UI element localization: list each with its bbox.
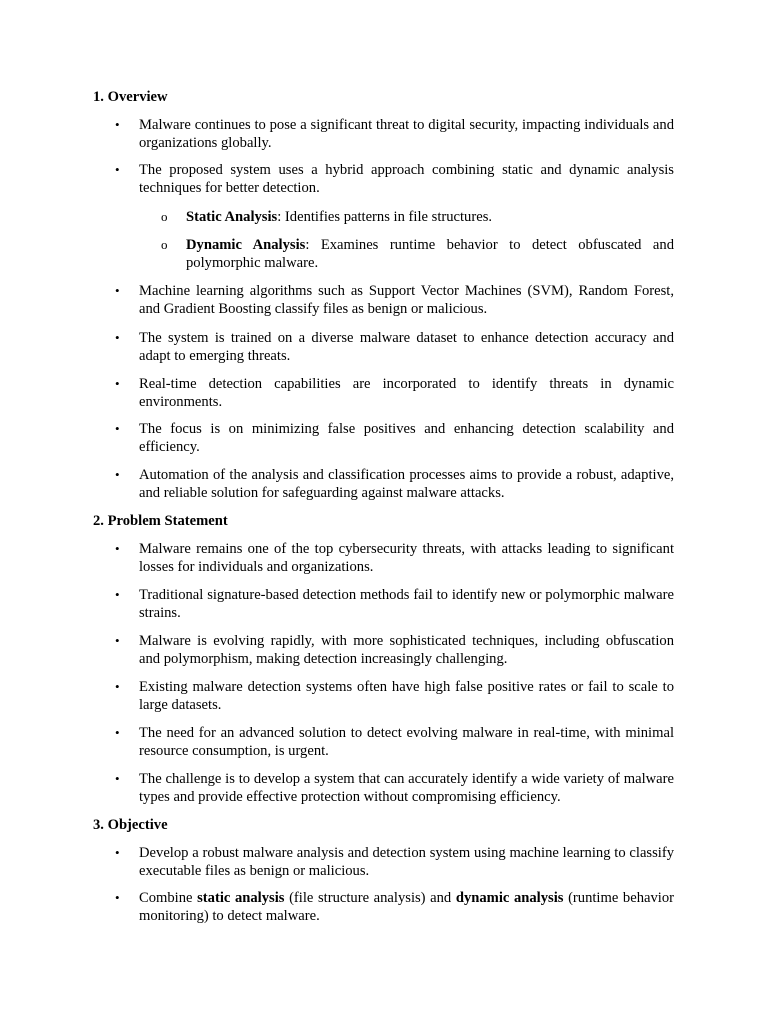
objective-item-1: Develop a robust malware analysis and detection system using machine learning to classify executable files as benign or malicious.: [139, 845, 674, 879]
section-heading-objective: 3. Objective: [93, 817, 168, 833]
sub-bullet-icon: o: [161, 237, 168, 252]
section-heading-problem: 2. Problem Statement: [93, 513, 228, 529]
problem-item-4: Existing malware detection systems often have high false positive rates or fail to scale to large datasets.: [139, 679, 674, 713]
bullet-icon: •: [115, 890, 120, 905]
objective-text: Combine: [139, 890, 198, 906]
subitem-term: Static Analysis: [186, 209, 278, 225]
bullet-icon: •: [115, 845, 120, 860]
bullet-icon: •: [115, 633, 120, 648]
problem-item-3: Malware is evolving rapidly, with more sophisticated techniques, including obfuscation and polymorphism, making detection increasingly challenging.: [139, 633, 674, 667]
section-heading-overview: 1. Overview: [93, 89, 168, 105]
bullet-icon: •: [115, 330, 120, 345]
bullet-icon: •: [115, 725, 120, 740]
objective-text: (file structure analysis) and: [284, 890, 456, 906]
bullet-icon: •: [115, 421, 120, 436]
objective-term: dynamic analysis: [455, 890, 564, 906]
overview-item-5: Real-time detection capabilities are incorporated to identify threats in dynamic environments.: [139, 376, 674, 410]
objective-text: (runtime behavior monitoring) to detect malware.: [139, 890, 674, 924]
subitem-text: : Examines runtime behavior to detect obfuscated and polymorphic malware.: [186, 237, 674, 271]
problem-item-1: Malware remains one of the top cybersecurity threats, with attacks leading to significant losses for individuals and organizations.: [139, 541, 674, 575]
problem-item-5: The need for an advanced solution to detect evolving malware in real-time, with minimal resource consumption, is urgent.: [139, 725, 674, 759]
overview-item-2: The proposed system uses a hybrid approach combining static and dynamic analysis techniques for better detection.: [139, 162, 674, 196]
objective-item-2: [139, 889, 674, 925]
bullet-icon: •: [115, 162, 120, 177]
bullet-icon: •: [115, 771, 120, 786]
bullet-icon: •: [115, 679, 120, 694]
overview-item-1: Malware continues to pose a significant threat to digital security, impacting individuals and organizations globally.: [139, 117, 674, 151]
overview-subitem-dynamic: [186, 236, 674, 272]
bullet-icon: •: [115, 587, 120, 602]
bullet-icon: •: [115, 467, 120, 482]
overview-item-3: Machine learning algorithms such as Support Vector Machines (SVM), Random Forest, and Gradient Boosting classify files as benign or malicious.: [139, 283, 674, 317]
overview-item-4: The system is trained on a diverse malware dataset to enhance detection accuracy and adapt to emerging threats.: [139, 330, 674, 364]
bullet-icon: •: [115, 376, 120, 391]
subitem-text: : Identifies patterns in file structures.: [277, 209, 493, 225]
overview-item-6: The focus is on minimizing false positives and enhancing detection scalability and efficiency.: [139, 421, 674, 455]
subitem-term: Dynamic Analysis: [186, 237, 306, 253]
bullet-icon: •: [115, 541, 120, 556]
bullet-icon: •: [115, 283, 120, 298]
overview-item-7: Automation of the analysis and classification processes aims to provide a robust, adaptive, and reliable solution for safeguarding against malware attacks.: [139, 467, 674, 501]
objective-term: static analysis: [197, 890, 285, 906]
bullet-icon: •: [115, 117, 120, 132]
problem-item-2: Traditional signature-based detection methods fail to identify new or polymorphic malware strains.: [139, 587, 674, 621]
problem-item-6: The challenge is to develop a system that can accurately identify a wide variety of malware types and provide effective protection without compromising efficiency.: [139, 771, 674, 805]
sub-bullet-icon: o: [161, 209, 168, 224]
overview-subitem-static: [186, 208, 674, 226]
